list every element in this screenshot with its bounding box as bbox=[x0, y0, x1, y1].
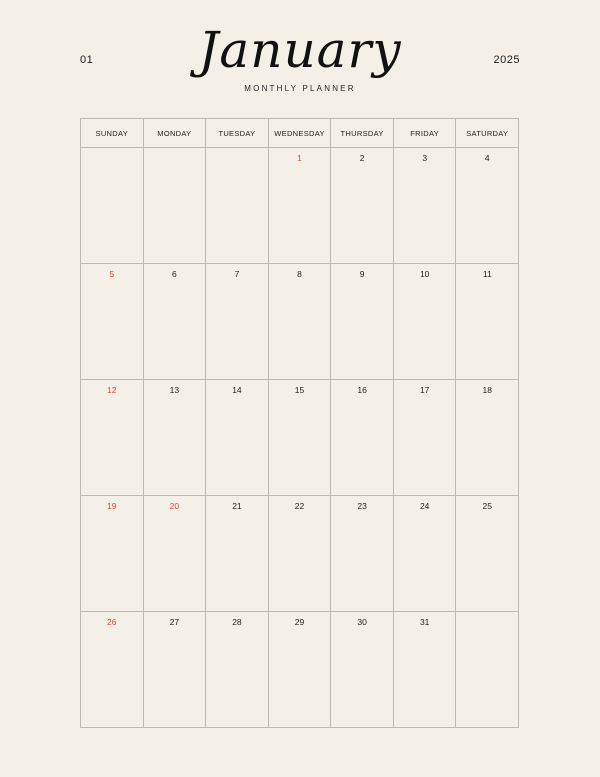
day-cell[interactable] bbox=[456, 264, 518, 379]
week-row bbox=[81, 495, 518, 611]
day-number: 31 bbox=[419, 617, 430, 627]
day-cell[interactable] bbox=[394, 148, 457, 263]
weekday-header-sunday: SUNDAY bbox=[81, 119, 144, 147]
day-number: 29 bbox=[294, 617, 305, 627]
day-cell[interactable] bbox=[331, 380, 394, 495]
page-subtitle: MONTHLY PLANNER bbox=[244, 84, 356, 93]
day-cell[interactable] bbox=[269, 612, 332, 727]
day-number: 9 bbox=[359, 269, 365, 279]
weeks-container bbox=[81, 148, 518, 727]
day-number: 5 bbox=[109, 269, 115, 279]
month-number: 01 bbox=[80, 54, 94, 66]
year: 2025 bbox=[493, 54, 520, 66]
day-cell[interactable] bbox=[206, 496, 269, 611]
day-number: 2 bbox=[359, 153, 365, 163]
day-number: 1 bbox=[297, 153, 302, 163]
weekday-header-thursday: THURSDAY bbox=[331, 119, 394, 147]
day-cell[interactable] bbox=[144, 612, 207, 727]
day-cell[interactable] bbox=[81, 612, 144, 727]
day-number: 28 bbox=[232, 617, 242, 627]
day-number: 26 bbox=[107, 617, 117, 627]
day-cell[interactable] bbox=[331, 612, 394, 727]
day-cell[interactable] bbox=[331, 148, 394, 263]
day-number: 10 bbox=[419, 269, 430, 279]
weekday-header-wednesday: WEDNESDAY bbox=[269, 119, 332, 147]
day-number: 19 bbox=[107, 501, 117, 511]
weekday-header-saturday: SATURDAY bbox=[466, 128, 509, 138]
weekday-header-monday: MONDAY bbox=[144, 119, 207, 147]
day-cell[interactable] bbox=[269, 264, 332, 379]
day-cell[interactable] bbox=[394, 380, 457, 495]
day-cell[interactable] bbox=[206, 264, 269, 379]
day-number: 30 bbox=[357, 617, 367, 627]
day-number: 23 bbox=[357, 501, 367, 511]
day-number: 11 bbox=[482, 269, 492, 279]
day-number: 12 bbox=[107, 385, 117, 395]
day-number: 21 bbox=[232, 501, 242, 511]
day-cell[interactable] bbox=[144, 496, 207, 611]
day-cell[interactable] bbox=[456, 496, 518, 611]
day-cell[interactable] bbox=[144, 264, 207, 379]
week-row bbox=[81, 611, 518, 727]
week-row bbox=[81, 148, 518, 263]
day-number: 14 bbox=[232, 385, 242, 395]
week-row bbox=[81, 263, 518, 379]
week-row bbox=[81, 379, 518, 495]
day-cell[interactable] bbox=[456, 380, 518, 495]
empty-day-cell[interactable] bbox=[206, 148, 269, 263]
day-number: 16 bbox=[357, 385, 367, 395]
empty-day-cell[interactable] bbox=[456, 612, 518, 727]
day-number: 15 bbox=[294, 385, 305, 395]
day-cell[interactable] bbox=[269, 496, 332, 611]
day-number: 20 bbox=[169, 501, 180, 511]
day-cell[interactable] bbox=[331, 264, 394, 379]
day-cell[interactable] bbox=[394, 496, 457, 611]
day-cell[interactable] bbox=[206, 612, 269, 727]
day-number: 4 bbox=[484, 153, 490, 163]
day-cell[interactable] bbox=[456, 148, 518, 263]
day-number: 27 bbox=[169, 617, 180, 627]
day-cell[interactable] bbox=[269, 380, 332, 495]
day-number: 25 bbox=[482, 501, 492, 511]
day-cell[interactable] bbox=[269, 148, 332, 263]
weekday-header-tuesday: TUESDAY bbox=[206, 119, 269, 147]
empty-day-cell[interactable] bbox=[81, 148, 144, 263]
day-number: 22 bbox=[294, 501, 305, 511]
day-number: 17 bbox=[419, 385, 430, 395]
day-number: 8 bbox=[297, 269, 302, 279]
day-number: 13 bbox=[169, 385, 180, 395]
empty-day-cell[interactable] bbox=[144, 148, 207, 263]
day-cell[interactable] bbox=[394, 264, 457, 379]
day-cell[interactable] bbox=[394, 612, 457, 727]
weekday-header-friday: FRIDAY bbox=[394, 119, 457, 147]
day-cell[interactable] bbox=[81, 496, 144, 611]
day-cell[interactable] bbox=[206, 380, 269, 495]
day-cell[interactable] bbox=[81, 264, 144, 379]
weekday-header-row bbox=[81, 119, 518, 148]
day-number: 6 bbox=[172, 269, 177, 279]
day-number: 3 bbox=[422, 153, 428, 163]
day-number: 18 bbox=[482, 385, 492, 395]
day-cell[interactable] bbox=[331, 496, 394, 611]
day-cell[interactable] bbox=[81, 380, 144, 495]
day-number: 7 bbox=[234, 269, 240, 279]
day-number: 24 bbox=[419, 501, 430, 511]
page-title: January bbox=[198, 21, 402, 79]
calendar-grid bbox=[80, 118, 519, 728]
day-cell[interactable] bbox=[144, 380, 207, 495]
